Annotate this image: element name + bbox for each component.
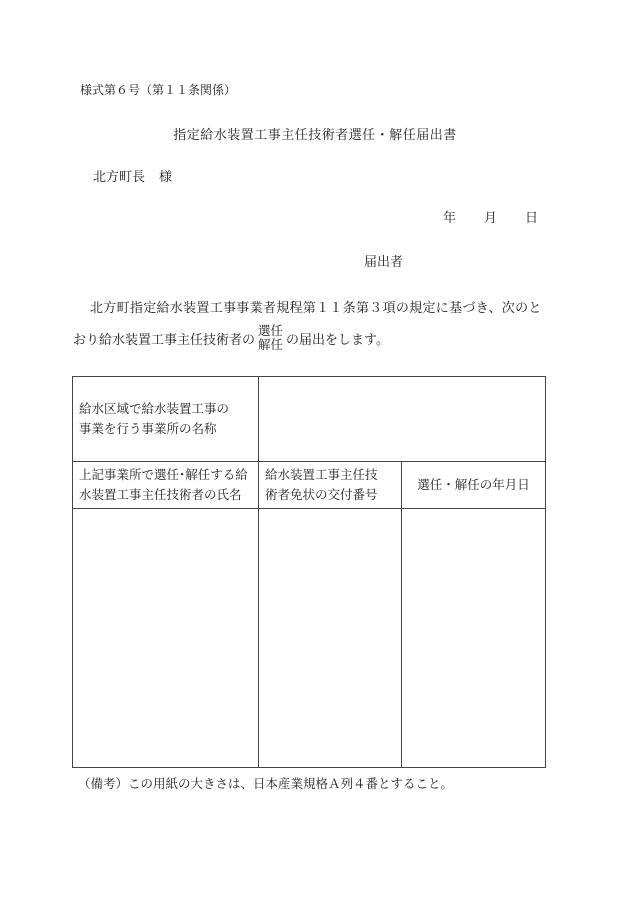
date-line [443,207,538,226]
license-number-field[interactable] [259,509,402,768]
date-year-label: 年 [443,211,457,226]
option-dismiss: 解任 [258,337,284,352]
option-appoint: 選任 [258,323,284,338]
form-number: 様式第６号（第１１条関係） [80,83,237,97]
addressee-name: 北方町長 [93,170,146,185]
addressee [93,166,172,185]
office-row [73,377,546,462]
appoint-dismiss-choice [258,324,283,352]
body-text-suffix: の届出をします。 [286,332,389,348]
appointment-date-field[interactable] [402,509,546,768]
remarks-note: （備考）この用紙の大きさは、日本産業規格Ａ列４番とすること。 [78,776,454,791]
date-month-label: 月 [484,211,498,226]
body-text-prefix: おり給水装置工事主任技術者の [73,332,256,348]
addressee-honorific: 様 [159,170,173,185]
body-text-line1: 北方町指定給水装置工事事業者規程第１１条第３項の規定に基づき、次のと [90,301,542,316]
submitter-label: 届出者 [364,255,404,270]
date-day-label: 日 [525,211,539,226]
license-number-header: 給水装置工事主任技 術者免状の交付番号 [259,462,402,509]
engineer-name-field[interactable] [73,509,259,768]
appointment-date-header: 選任・解任の年月日 [402,462,546,509]
report-table [72,376,546,768]
table-row [73,509,546,768]
office-name-field[interactable] [259,377,546,462]
document-title: 指定給水装置工事主任技術者選任・解任届出書 [173,128,457,143]
office-name-label: 給水区域で給水装置工事の 事業を行う事業所の名称 [73,377,259,462]
body-text-line2 [73,324,389,352]
engineer-name-header: 上記事業所で選任･解任する給 水装置工事主任技術者の氏名 [73,462,259,509]
table-header-row [73,462,546,509]
